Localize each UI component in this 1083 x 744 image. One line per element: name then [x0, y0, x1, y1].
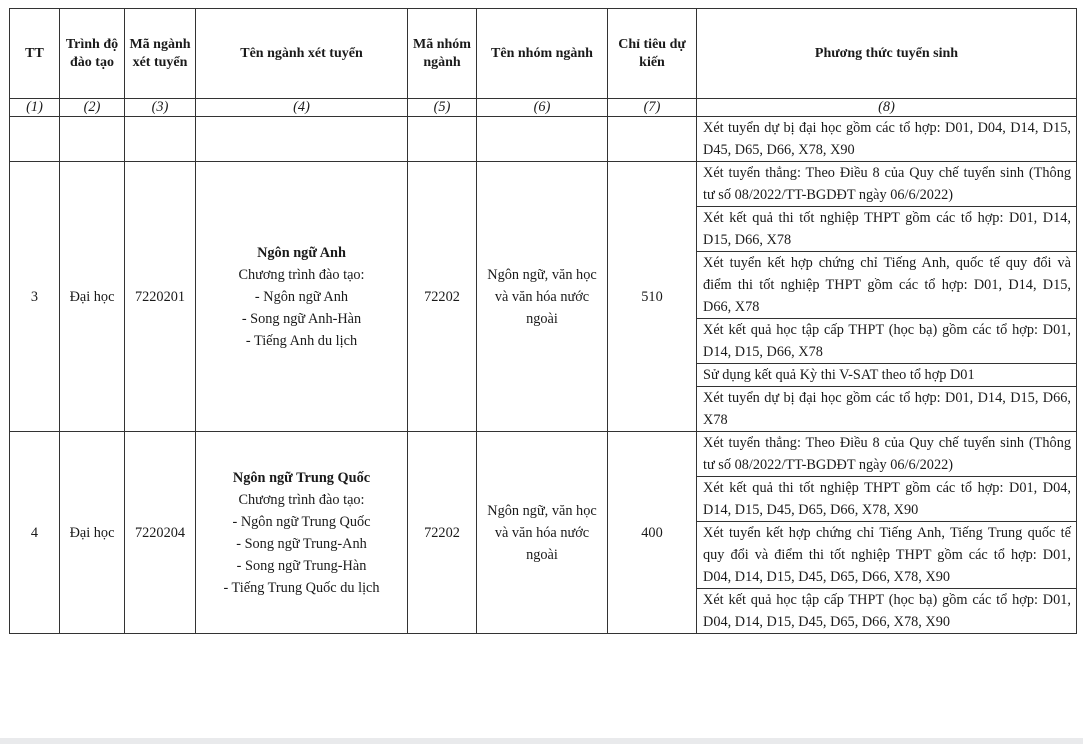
- admission-method: Xét kết quả học tập cấp THPT (học bạ) gồm các tổ hợp: D01, D04, D14, D15, D45, D65, D66, X78, X90: [697, 589, 1077, 634]
- column-number: (6): [477, 99, 608, 117]
- admission-method: Xét kết quả học tập cấp THPT (học bạ) gồm các tổ hợp: D01, D14, D15, D66, X78: [697, 319, 1077, 364]
- empty-cell: [60, 117, 125, 162]
- page-bottom-edge: [0, 738, 1083, 744]
- column-number: (1): [10, 99, 60, 117]
- empty-cell: [477, 117, 608, 162]
- column-number: (4): [196, 99, 408, 117]
- row-group-name: Ngôn ngữ, văn học và văn hóa nước ngoài: [477, 162, 608, 432]
- row-group-code: 72202: [408, 162, 477, 432]
- table-row: [10, 432, 1077, 477]
- header-phuong-thuc: Phương thức tuyển sinh: [697, 9, 1077, 99]
- continued-row: [10, 117, 1077, 162]
- empty-cell: [125, 117, 196, 162]
- header-chi-tieu: Chỉ tiêu dự kiến: [608, 9, 697, 99]
- admission-table: [9, 8, 1077, 634]
- row-group-code: 72202: [408, 432, 477, 634]
- admission-method: Xét kết quả thi tốt nghiệp THPT gồm các tổ hợp: D01, D04, D14, D15, D45, D65, D66, X78, X90: [697, 477, 1077, 522]
- header-ma-nhom: Mã nhóm ngành: [408, 9, 477, 99]
- row-major-code: 7220201: [125, 162, 196, 432]
- program-item: - Song ngữ Trung-Anh: [236, 535, 367, 552]
- header-ma-nganh: Mã ngành xét tuyển: [125, 9, 196, 99]
- column-number: (2): [60, 99, 125, 117]
- empty-cell: [408, 117, 477, 162]
- row-quota: 510: [608, 162, 697, 432]
- header-ten-nganh: Tên ngành xét tuyển: [196, 9, 408, 99]
- program-label: Chương trình đào tạo:: [238, 491, 365, 508]
- row-tt: 4: [10, 432, 60, 634]
- empty-cell: [196, 117, 408, 162]
- column-number: (5): [408, 99, 477, 117]
- admission-method: Xét tuyển kết hợp chứng chỉ Tiếng Anh, Tiếng Trung quốc tế quy đổi và điểm thi tốt nghiệp THPT gồm các tổ hợp: D01, D04, D14, D15, D45, D65, D66, X78, X90: [697, 522, 1077, 589]
- row-major-name: [196, 162, 408, 432]
- major-title: Ngôn ngữ Trung Quốc: [232, 469, 371, 486]
- header-trinh-do: Trình độ đào tạo: [60, 9, 125, 99]
- admission-method: Xét tuyển thẳng: Theo Điều 8 của Quy chế tuyển sinh (Thông tư số 08/2022/TT-BGDĐT ngày 06/6/2022): [697, 162, 1077, 207]
- program-item: - Song ngữ Anh-Hàn: [241, 310, 362, 327]
- program-item: - Song ngữ Trung-Hàn: [236, 557, 367, 574]
- admission-method: Sử dụng kết quả Kỳ thi V-SAT theo tổ hợp D01: [697, 364, 1077, 387]
- program-label: Chương trình đào tạo:: [238, 266, 365, 283]
- row-major-code: 7220204: [125, 432, 196, 634]
- column-number: (3): [125, 99, 196, 117]
- header-ten-nhom: Tên nhóm ngành: [477, 9, 608, 99]
- header-row: [10, 9, 1077, 99]
- row-major-name: [196, 432, 408, 634]
- column-number-row: [10, 99, 1077, 117]
- column-number: (7): [608, 99, 697, 117]
- column-number: (8): [697, 99, 1077, 117]
- row-quota: 400: [608, 432, 697, 634]
- program-item: - Ngôn ngữ Trung Quốc: [232, 513, 371, 530]
- row-tt: 3: [10, 162, 60, 432]
- table-row: [10, 162, 1077, 207]
- empty-cell: [10, 117, 60, 162]
- row-level: Đại học: [60, 162, 125, 432]
- row-group-name: Ngôn ngữ, văn học và văn hóa nước ngoài: [477, 432, 608, 634]
- admission-method: Xét kết quả thi tốt nghiệp THPT gồm các tổ hợp: D01, D14, D15, D66, X78: [697, 207, 1077, 252]
- admission-method: Xét tuyển dự bị đại học gồm các tổ hợp: D01, D04, D14, D15, D45, D65, D66, X78, X90: [697, 117, 1077, 162]
- row-level: Đại học: [60, 432, 125, 634]
- major-title: Ngôn ngữ Anh: [257, 244, 346, 261]
- admission-method: Xét tuyển dự bị đại học gồm các tổ hợp: D01, D14, D15, D66, X78: [697, 387, 1077, 432]
- program-item: - Ngôn ngữ Anh: [254, 288, 349, 305]
- admission-method: Xét tuyển kết hợp chứng chỉ Tiếng Anh, quốc tế quy đổi và điểm thi tốt nghiệp THPT gồm các tổ hợp: D01, D14, D15, D66, X78: [697, 252, 1077, 319]
- empty-cell: [608, 117, 697, 162]
- header-tt: TT: [10, 9, 60, 99]
- program-item: - Tiếng Anh du lịch: [245, 332, 358, 349]
- admission-method: Xét tuyển thẳng: Theo Điều 8 của Quy chế tuyển sinh (Thông tư số 08/2022/TT-BGDĐT ngày 06/6/2022): [697, 432, 1077, 477]
- program-item: - Tiếng Trung Quốc du lịch: [223, 579, 380, 596]
